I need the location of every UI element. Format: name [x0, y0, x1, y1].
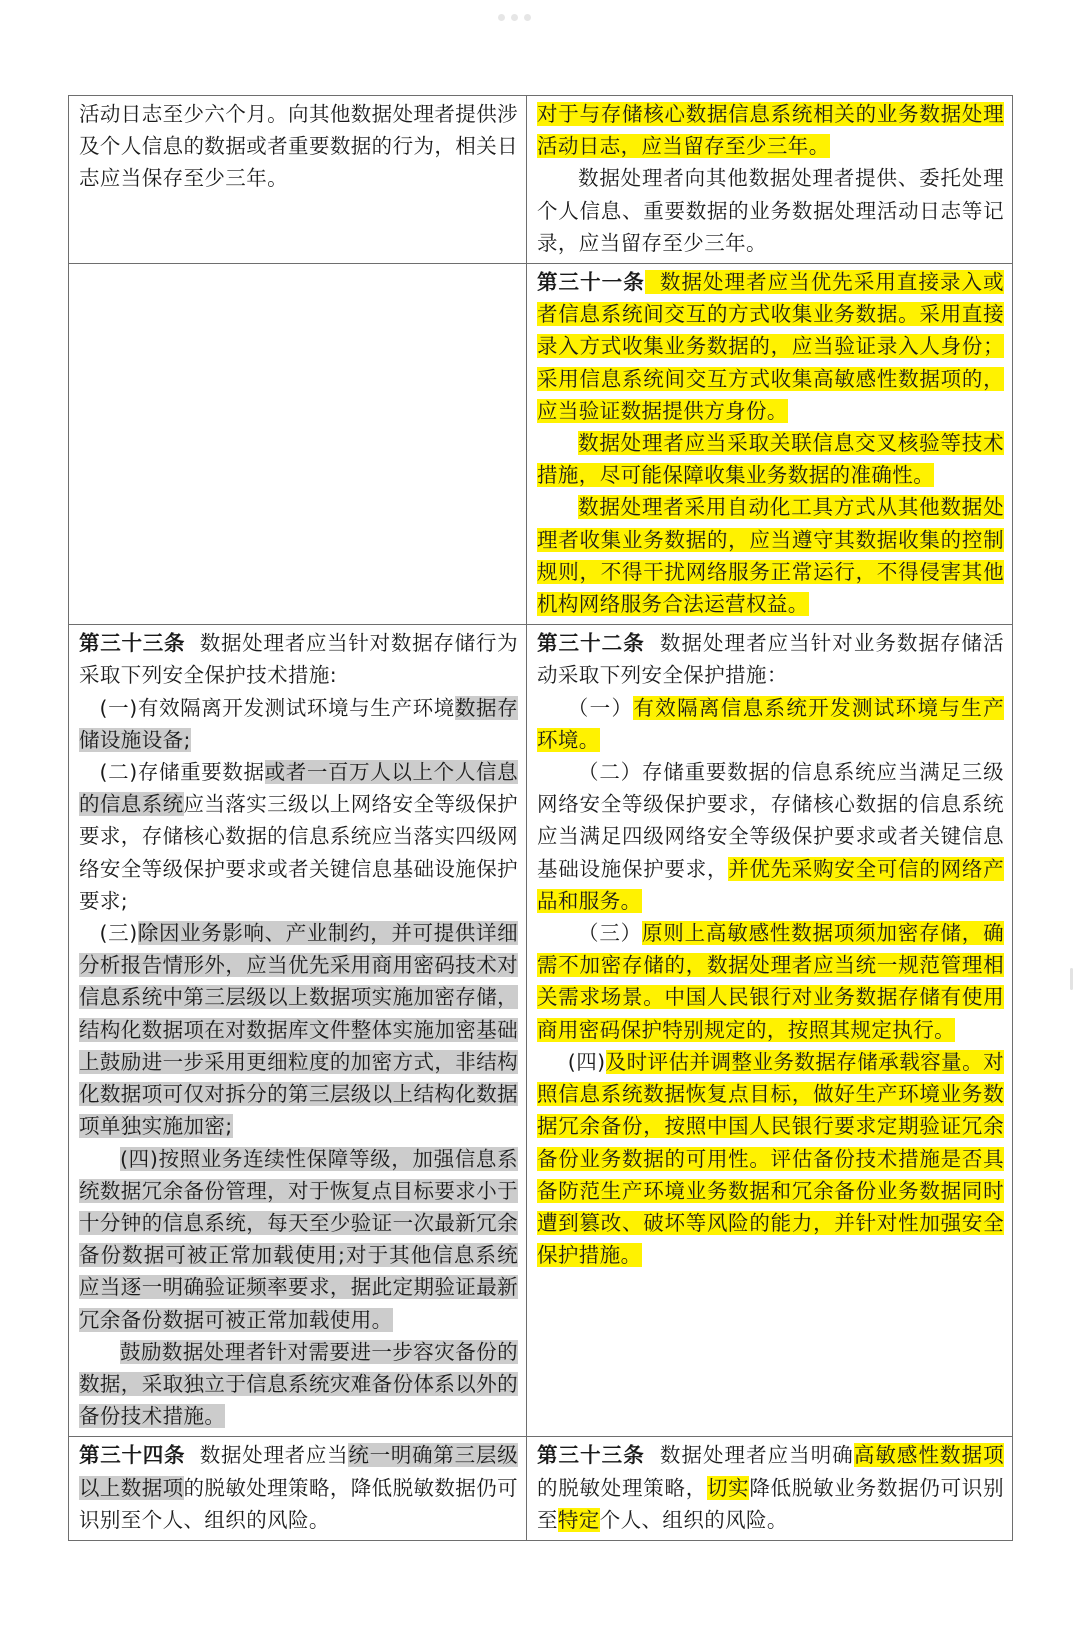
paragraph: 活动日志至少六个月。向其他数据处理者提供涉及个人信息的数据或者重要数据的行为，相关日志应当保存至少三年。 — [79, 102, 518, 191]
added-text: 切实 — [706, 1475, 750, 1500]
added-text: 有效隔离信息系统开发测试环境与生产环境。 — [537, 695, 1004, 752]
added-text: 原则上高敏感性数据项须加密存储，确需不加密存储的，数据处理者应当统一规范管理相关需求场景。中国人民银行对业务数据存储有使用商用密码保护特别规定的，按照其规定执行。 — [537, 921, 1004, 1042]
comparison-table — [68, 95, 1013, 1541]
right-cell — [527, 1437, 1013, 1541]
paragraph: （一）有效隔离信息系统开发测试环境与生产环境。 — [537, 695, 1004, 752]
table-row — [69, 625, 1013, 1437]
scroll-edge-mark — [1070, 968, 1073, 990]
left-cell-empty — [69, 264, 527, 625]
paragraph: （二）存储重要数据的信息系统应当满足三级网络安全等级保护要求，存储核心数据的信息系统应当满足四级网络安全等级保护要求或者关键信息基础设施保护要求，并优先采购安全可信的网络产品和服务。 — [537, 760, 1004, 913]
added-text: 特定 — [557, 1507, 600, 1532]
paragraph: (二)存储重要数据或者一百万人以上个人信息的信息系统应当落实三级以上网络安全等级保护要求，存储核心数据的信息系统应当落实四级网络安全等级保护要求或者关键信息基础设施保护要求; — [79, 760, 519, 913]
added-text: 数据处理者应当采取关联信息交叉核验等技术措施，尽可能保障收集业务数据的准确性。 — [537, 431, 1004, 488]
article-number: 第三十三条 — [537, 1443, 645, 1468]
removed-text: 除因业务影响、产业制约，并可提供详细分析报告情形外，应当优先采用商用密码技术对信息系统中第三层级以上数据项实施加密存储，结构化数据项在对数据库文件整体实施加密基础上鼓励进一步采用更细粒度的加密方式，非结构化数据项可仅对拆分的第三层级以上结构化数据项单独实施加密; — [79, 921, 518, 1139]
removed-text: (四)按照业务连续性保障等级，加强信息系统数据冗余备份管理，对于恢复点目标要求小于十分钟的信息系统，每天至少验证一次最新冗余备份数据可被正常加载使用;对于其他信息系统应当逐一明确验证频率要求，据此定期验证最新冗余备份数据可被正常加载使用。 — [79, 1146, 518, 1332]
paragraph — [537, 266, 1004, 427]
paragraph: 第三十四条 数据处理者应当统一明确第三层级以上数据项的脱敏处理策略，降低脱敏数据仍可识别至个人、组织的风险。 — [79, 1443, 519, 1532]
article-number: 第三十一条 — [537, 270, 645, 295]
article-number: 第三十二条 — [537, 631, 645, 656]
table-row — [69, 1437, 1013, 1541]
paragraph: 第三十二条 数据处理者应当针对业务数据存储活动采取下列安全保护措施： — [537, 631, 1005, 688]
removed-text: 鼓励数据处理者针对需要进一步容灾备份的数据，采取独立于信息系统灾难备份体系以外的备份技术措施。 — [79, 1339, 518, 1429]
left-cell — [69, 625, 527, 1437]
paragraph — [537, 491, 1004, 620]
removed-text: 数据存储设施设备; — [79, 695, 519, 752]
paragraph — [537, 98, 1004, 162]
left-cell — [69, 96, 527, 264]
page-indicator — [498, 14, 531, 21]
paragraph: (三)除因业务影响、产业制约，并可提供详细分析报告情形外，应当优先采用商用密码技术对信息系统中第三层级以上数据项实施加密存储，结构化数据项在对数据库文件整体实施加密基础上鼓励进一步采用更细粒度的加密方式，非结构化数据项可仅对拆分的第三层级以上结构化数据项单独实施加密; — [79, 921, 518, 1139]
article-number: 第三十三条 — [79, 631, 186, 656]
added-text: 数据处理者应当优先采用直接录入或者信息系统间交互的方式收集业务数据。采用直接录入方式收集业务数据的，应当验证录入人身份；采用信息系统间交互方式收集高敏感性数据项的，应当验证数据提供方身份。 — [537, 270, 1005, 423]
article-number: 第三十四条 — [79, 1443, 186, 1468]
paragraph: (一)有效隔离开发测试环境与生产环境数据存储设施设备; — [79, 695, 519, 752]
right-cell — [527, 96, 1013, 264]
added-text: 高敏感性数据项 — [853, 1443, 1005, 1468]
paragraph: （三）原则上高敏感性数据项须加密存储，确需不加密存储的，数据处理者应当统一规范管理相关需求场景。中国人民银行对业务数据存储有使用商用密码保护特别规定的，按照其规定执行。 — [537, 921, 1004, 1042]
right-cell — [527, 625, 1013, 1437]
paragraph — [79, 1336, 518, 1433]
paragraph: (四)及时评估并调整业务数据存储承载容量。对照信息系统数据恢复点目标，做好生产环境业务数据冗余备份，按照中国人民银行要求定期验证冗余备份业务数据的可用性。评估备份技术措施是否具备防范生产环境业务数据和冗余备份业务数据同时遭到篡改、破坏等风险的能力，并针对性加强安全保护措施。 — [537, 1049, 1004, 1268]
paragraph: 第三十三条 数据处理者应当针对数据存储行为采取下列安全保护技术措施: — [79, 631, 519, 688]
paragraph — [537, 427, 1004, 491]
right-cell — [527, 264, 1013, 625]
added-text: 及时评估并调整业务数据存储承载容量。对照信息系统数据恢复点目标，做好生产环境业务数据冗余备份，按照中国人民银行要求定期验证冗余备份业务数据的可用性。评估备份技术措施是否具备防范生产环境业务数据和冗余备份业务数据同时遭到篡改、破坏等风险的能力，并针对性加强安全保护措施。 — [537, 1049, 1004, 1268]
paragraph — [79, 1143, 518, 1336]
added-text: 数据处理者采用自动化工具方式从其他数据处理者收集业务数据的，应当遵守其数据收集的控制规则，不得干扰网络服务正常运行，不得侵害其他机构网络服务合法运营权益。 — [537, 495, 1004, 617]
table-row — [69, 96, 1013, 264]
paragraph: 第三十三条 数据处理者应当明确高敏感性数据项的脱敏处理策略，切实降低脱敏业务数据仍可识别至特定个人、组织的风险。 — [537, 1443, 1005, 1532]
added-text: 对于与存储核心数据信息系统相关的业务数据处理活动日志，应当留存至少三年。 — [537, 102, 1004, 159]
removed-text: 或者一百万人以上个人信息的信息系统 — [79, 760, 518, 817]
added-text: 并优先采购安全可信的网络产品和服务。 — [537, 856, 1004, 913]
table-row — [69, 264, 1013, 625]
removed-text: 统一明确第三层级以上数据项 — [79, 1443, 518, 1500]
left-cell — [69, 1437, 527, 1541]
paragraph: 数据处理者向其他数据处理者提供、委托处理个人信息、重要数据的业务数据处理活动日志等记录，应当留存至少三年。 — [537, 166, 1004, 255]
